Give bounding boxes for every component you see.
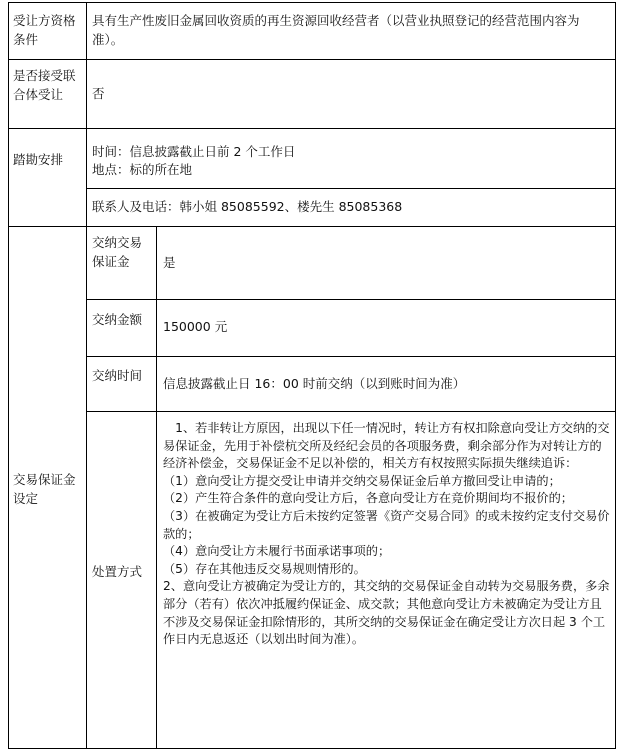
survey-contact: 联系人及电话：韩小姐 85085592、楼先生 85085368 bbox=[92, 199, 403, 214]
pay-time-value: 信息披露截止日 16：00 时前交纳（以到账时间为准） bbox=[163, 376, 466, 391]
table-border-bottom bbox=[8, 748, 616, 749]
disposal-paragraph: （2）产生符合条件的意向受让方后，各意向受让方在竞价期间均不报价的； bbox=[163, 491, 573, 506]
disposal-paragraph: （5）存在其他违反交易规则情形的。 bbox=[163, 561, 366, 576]
row-divider bbox=[8, 226, 616, 227]
qualification-label: 受让方资格条件 bbox=[13, 13, 76, 47]
survey-label: 踏勘安排 bbox=[13, 152, 64, 167]
consortium-label: 是否接受联合体受让 bbox=[13, 68, 76, 102]
row-divider bbox=[86, 356, 616, 357]
disposal-paragraph: 1、若非转让方原因，出现以下任一情况时，转让方有权扣除意向受让方交纳的交易保证金，先用于补偿杭交所及经纪会员的各项服务费，剩余部分作为对转让方的经济补偿金，交易保证金不足以补偿的，相关方有权按照实际损失继续追诉： bbox=[163, 421, 610, 471]
survey-time: 时间：信息披露截止日前 2 个工作日 bbox=[92, 144, 296, 159]
amount-label: 交纳金额 bbox=[92, 312, 143, 327]
table-border-right bbox=[615, 2, 616, 749]
consortium-value: 否 bbox=[92, 86, 105, 101]
table-border-left bbox=[8, 2, 9, 749]
disposal-paragraph: （1）意向受让方提交受让申请并交纳交易保证金后单方撤回受让申请的； bbox=[163, 473, 561, 488]
row-divider bbox=[8, 59, 616, 60]
amount-value: 150000 元 bbox=[163, 319, 228, 334]
column-divider bbox=[156, 226, 157, 749]
pay-time-label: 交纳时间 bbox=[92, 368, 143, 383]
row-divider bbox=[86, 411, 616, 412]
disposal-content bbox=[163, 420, 613, 649]
disposal-paragraph: 2、意向受让方被确定为受让方的，其交纳的交易保证金自动转为交易服务费，多余部分（若有）依次冲抵履约保证金、成交款；其他意向受让方未被确定为受让方且不涉及交易保证金扣除情形的，其所交纳的交易保证金在确定受让方次日起 3 个工作日内无息返还（以划出时间为准）。 bbox=[163, 579, 610, 647]
qualification-value: 具有生产性废旧金属回收资质的再生资源回收经营者（以营业执照登记的经营范围内容为准）。 bbox=[92, 13, 580, 47]
row-divider bbox=[86, 188, 616, 189]
row-divider bbox=[8, 128, 616, 129]
disposal-label: 处置方式 bbox=[92, 564, 143, 579]
disposal-paragraph: （3）在被确定为受让方后未按约定签署《资产交易合同》的或未按约定支付交易价款的； bbox=[163, 508, 610, 541]
disposal-paragraph: （4）意向受让方未履行书面承诺事项的； bbox=[163, 544, 391, 559]
table-border-top bbox=[8, 2, 616, 3]
survey-place: 地点：标的所在地 bbox=[92, 162, 193, 177]
row-divider bbox=[86, 299, 616, 300]
pay-deposit-value: 是 bbox=[163, 255, 176, 270]
deposit-label: 交易保证金设定 bbox=[13, 472, 76, 506]
column-divider bbox=[86, 2, 87, 749]
pay-deposit-label: 交纳交易保证金 bbox=[92, 235, 143, 269]
